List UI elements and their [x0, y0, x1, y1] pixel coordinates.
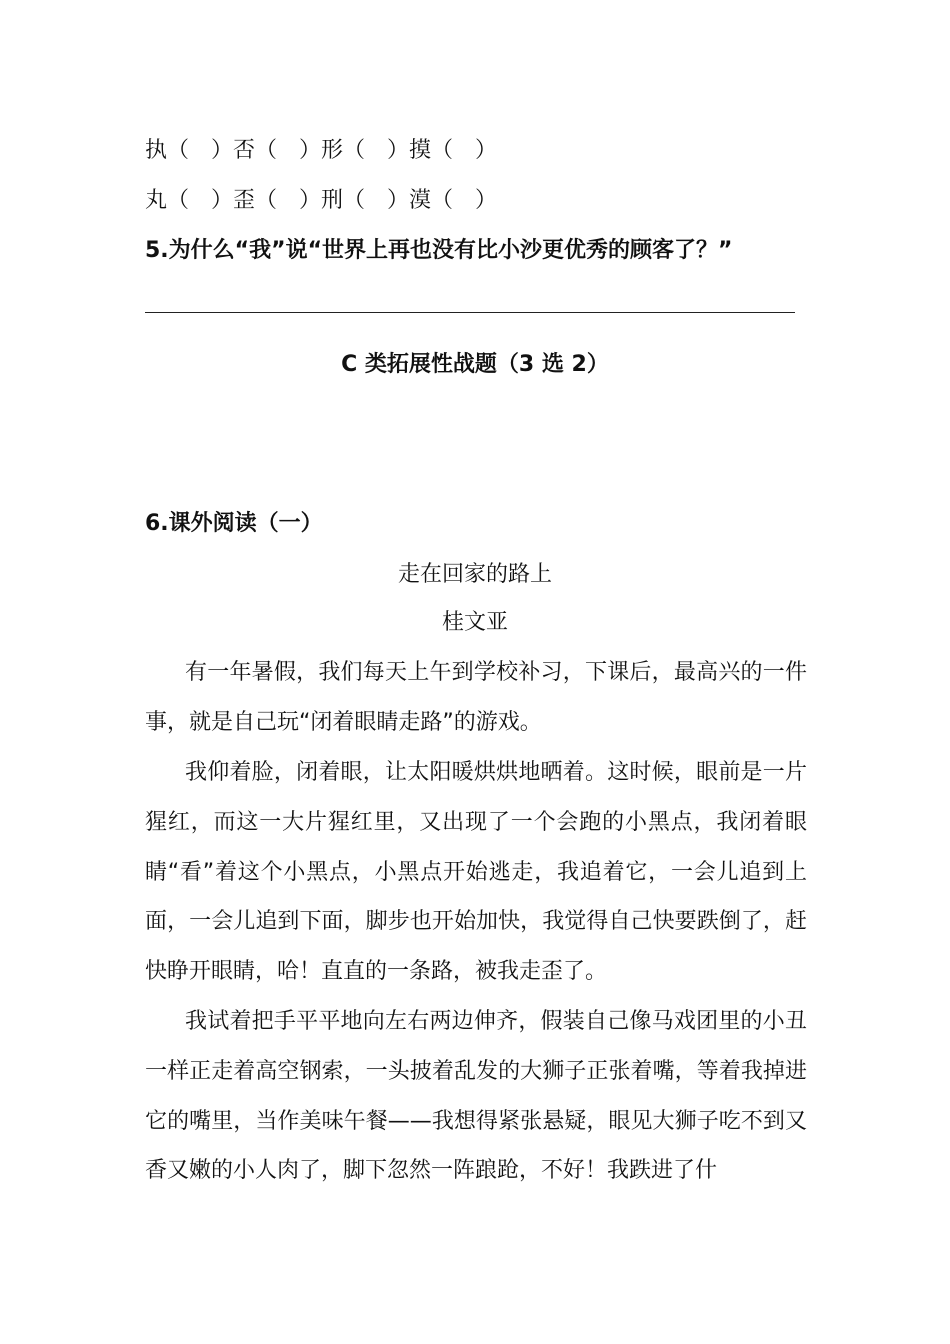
question-5: 5.为什么“我”说“世界上再也没有比小沙更优秀的顾客了？”: [145, 238, 733, 263]
section-c-heading: C 类拓展性战题（3 选 2）: [341, 352, 609, 377]
exercise-row-1: 执（ ）否（ ）形（ ）摸（ ）: [145, 138, 498, 163]
story-paragraph: 我试着把手平平地向左右两边伸齐，假装自己像马戏团里的小丑一样正走着高空钢索，一头披着乱发的大狮子正张着嘴，等着我掉进它的嘴里，当作美味午餐——我想得紧张悬疑，眼见大狮子吃不到又香又嫩的小人肉了，脚下忽然一阵踉跄，不好！我跌进了什: [145, 1009, 807, 1184]
exercise-row-2: 丸（ ）歪（ ）刑（ ）漠（ ）: [145, 188, 498, 213]
answer-line: [145, 312, 795, 313]
story-author: 桂文亚: [441, 610, 508, 635]
question-6-heading: 6.课外阅读（一）: [145, 511, 323, 536]
story-paragraph: 有一年暑假，我们每天上午到学校补习，下课后，最高兴的一件事，就是自己玩“闭着眼睛走路”的游戏。: [145, 660, 807, 735]
story-paragraph: 我仰着脸，闭着眼，让太阳暖烘烘地晒着。这时候，眼前是一片猩红，而这一大片猩红里，又出现了一个会跑的小黑点，我闭着眼睛“看”着这个小黑点，小黑点开始逃走，我追着它，一会儿追到上面，一会儿追到下面，脚步也开始加快，我觉得自己快要跌倒了，赶快睁开眼睛，哈！直直的一条路，被我走歪了。: [145, 760, 807, 985]
story-title: 走在回家的路上: [397, 562, 552, 587]
